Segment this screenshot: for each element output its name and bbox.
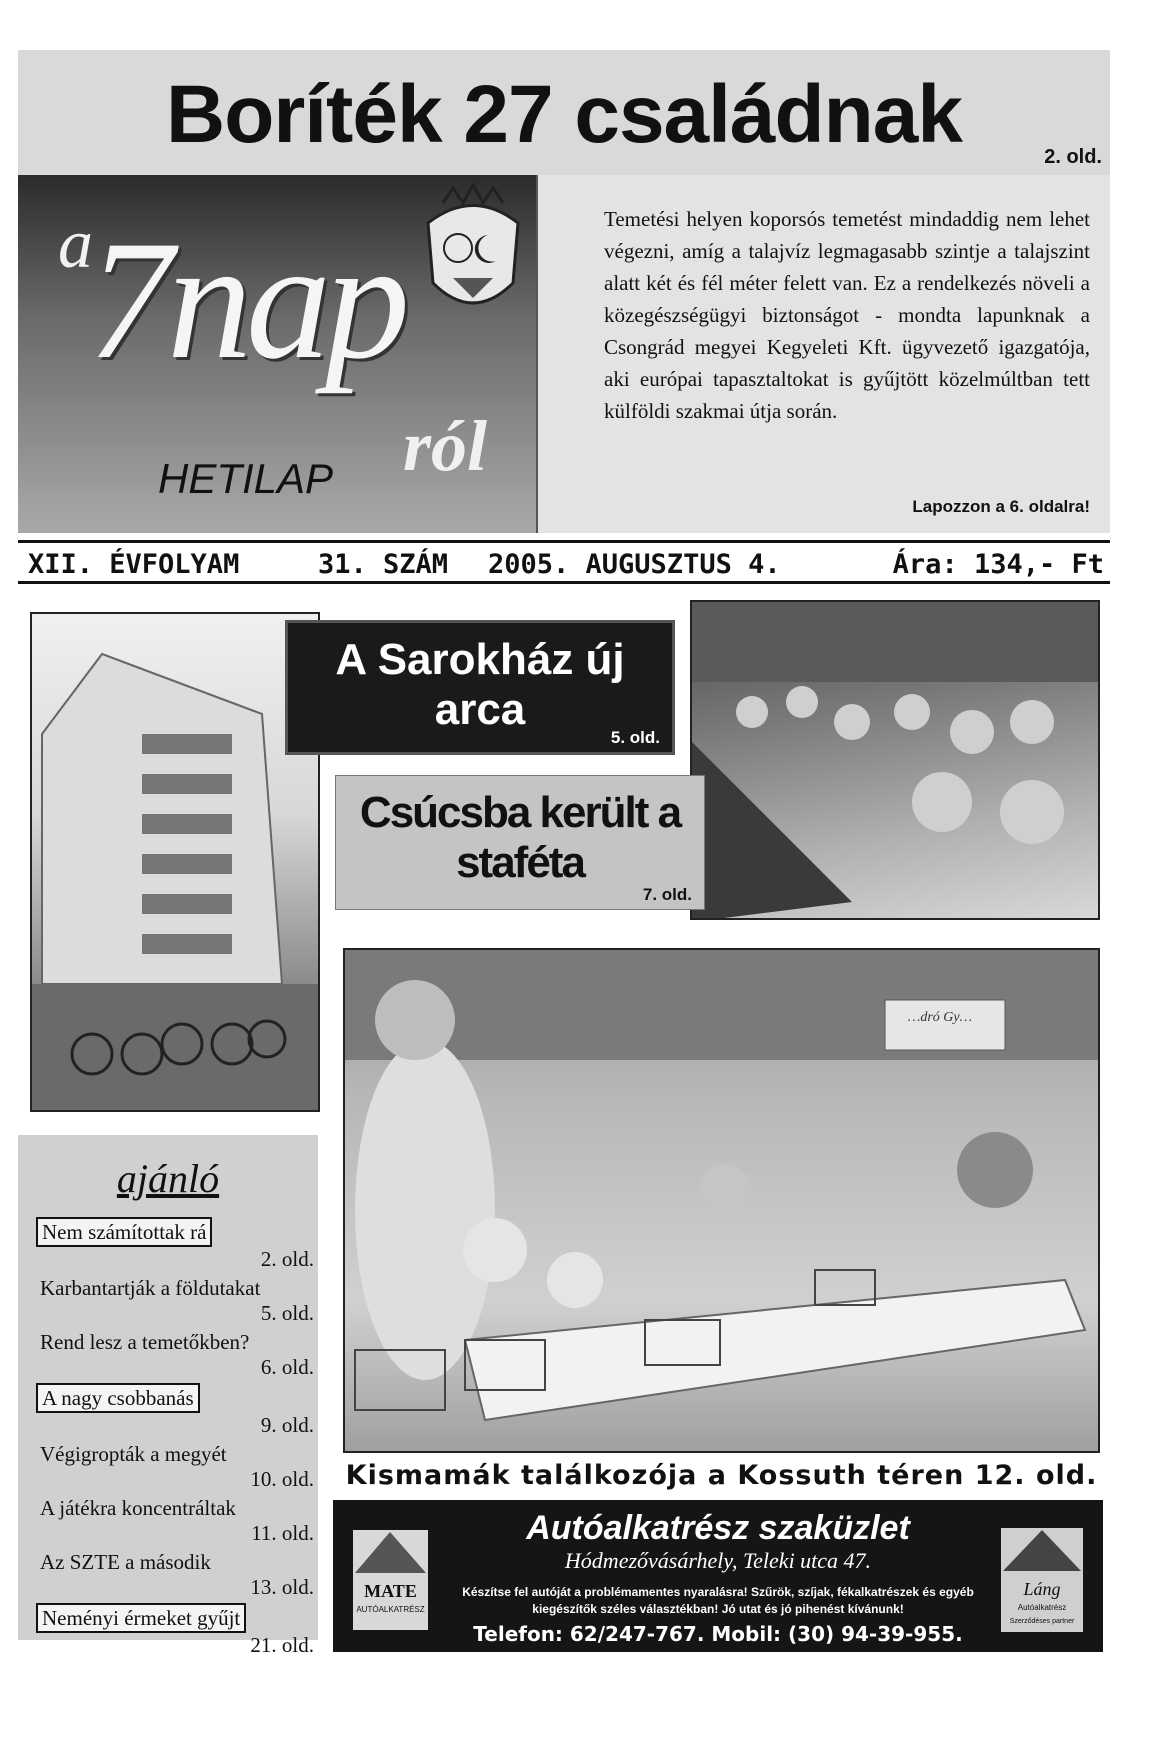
ad-title: Autóalkatrész szaküzlet [526, 1509, 910, 1547]
issue-price: Ára: 134,- Ft [892, 549, 1104, 580]
logo-suffix: ról [403, 406, 488, 486]
ajanlo-item-title: Végigropták a megyét [40, 1442, 227, 1466]
building-illustration [32, 614, 320, 1112]
ajanlo-item[interactable] [36, 1549, 318, 1599]
logo-prefix: a [58, 206, 93, 283]
ajanlo-item[interactable] [36, 1275, 318, 1325]
issue-bar [18, 540, 1110, 584]
ajanlo-item-title: Rend lesz a temetőkben? [40, 1330, 250, 1354]
masthead-logo[interactable] [18, 175, 536, 533]
teaser-stafeta-title: Csúcsba került a staféta [359, 788, 681, 887]
ajanlo-item-page: 21. old. [250, 1633, 314, 1657]
teaser-stafeta[interactable] [335, 775, 705, 910]
ajanlo-item-title: Neményi érmeket gyűjt [36, 1603, 246, 1633]
issue-number: 31. SZÁM [318, 549, 449, 580]
lead-story-box [536, 175, 1110, 533]
lead-story-more-link[interactable]: Lapozzon a 6. oldalra! [912, 497, 1090, 516]
triangle-icon [353, 1530, 428, 1575]
ad-logo-right-text: Láng [1023, 1579, 1061, 1599]
crowd-photo[interactable] [690, 600, 1100, 920]
ajanlo-item-page: 2. old. [260, 1247, 314, 1271]
ajanlo-item-page: 5. old. [260, 1301, 314, 1325]
logo-sub: HETILAP [158, 455, 334, 502]
issue-volume: XII. ÉVFOLYAM [28, 549, 240, 580]
ajanlo-item[interactable] [36, 1329, 318, 1379]
ajanlo-item[interactable] [36, 1441, 318, 1491]
teaser-stafeta-page: 7. old. [642, 885, 692, 904]
ajanlo-item[interactable] [36, 1603, 318, 1657]
teaser-sarokhaz-title: A Sarokház új arca [335, 635, 625, 734]
ad-logo-right-sub: Autóalkatrész [1017, 1603, 1067, 1612]
ajanlo-sidebar [18, 1135, 318, 1657]
ajanlo-item-title: Nem számítottak rá [36, 1217, 212, 1247]
photo-banner-text: …dró Gy… [907, 1010, 973, 1025]
ajanlo-item-page: 10. old. [250, 1467, 314, 1491]
issue-date: 2005. AUGUSZTUS 4. [488, 549, 781, 580]
ajanlo-item-title: A játékra koncentráltak [40, 1496, 236, 1520]
coat-of-arms-icon [398, 183, 536, 333]
ajanlo-title: ajánló [116, 1156, 220, 1201]
ad-logo-left [353, 1530, 428, 1630]
logo-main: 7nap [88, 206, 404, 394]
ad-address: Hódmezővásárhely, Teleki utca 47. [564, 1548, 872, 1573]
ad-logo-left-sub: AUTÓALKATRÉSZ [356, 1605, 425, 1614]
ad-logo-right-sub2: Szerződéses partner [1009, 1618, 1075, 1625]
teaser-sarokhaz-page: 5. old. [610, 728, 660, 747]
ajanlo-item-page: 11. old. [251, 1521, 314, 1545]
ajanlo-item-page: 6. old. [260, 1355, 314, 1379]
building-photo[interactable] [30, 612, 320, 1112]
crowd-illustration [692, 602, 1100, 920]
ajanlo-item-title: A nagy csobbanás [36, 1383, 200, 1413]
ad-body: Készítse fel autóját a problémamentes nyaralásra! Szűrök, szíjak, fékalkatrészek és egyéb kiegészítők széles választékban! Jó utat és jó pihenést kívánunk! [462, 1585, 974, 1616]
top-headline-page-ref: 2. old. [1044, 146, 1102, 168]
ajanlo-item-page: 9. old. [260, 1413, 314, 1437]
top-headline[interactable]: Boríték 27 családnak [166, 69, 962, 160]
ad-logo-left-text: MATE [364, 1581, 417, 1601]
ad-banner[interactable] [333, 1500, 1103, 1652]
ajanlo-item[interactable] [36, 1217, 318, 1271]
lead-story-text: Temetési helyen koporsós temetést mindaddig nem lehet végezni, amíg a talajvíz legmagasabb szintje a talajszint alatt két és fél méter felett van. Ez a rendelkezés növeli a közegészségügyi biztonságot - mondta lapunknak a Csongrád megyei Kegyeleti Kft. ügyvezető igazgatója, aki európai tapasztaltokat is gyűjtött közelmúltban tett külföldi szakmai útja során. [604, 207, 1090, 423]
photo-caption[interactable]: Kismamák találkozója a Kossuth téren 12. old. [345, 1460, 1098, 1491]
ajanlo-item-title: Karbantartják a földutakat [40, 1276, 261, 1300]
headline-band [18, 50, 1110, 175]
ajanlo-item[interactable] [36, 1383, 318, 1437]
ajanlo-item-title: Az SZTE a második [40, 1550, 211, 1574]
ajanlo-item-page: 13. old. [250, 1575, 314, 1599]
ajanlo-list [36, 1217, 318, 1661]
ad-logo-right [1001, 1528, 1083, 1632]
ad-phone[interactable]: Telefon: 62/247-767. Mobil: (30) 94-39-955. [473, 1622, 963, 1646]
ajanlo-item[interactable] [36, 1495, 318, 1545]
triangle-icon [1001, 1528, 1083, 1573]
teaser-sarokhaz[interactable] [285, 620, 675, 755]
